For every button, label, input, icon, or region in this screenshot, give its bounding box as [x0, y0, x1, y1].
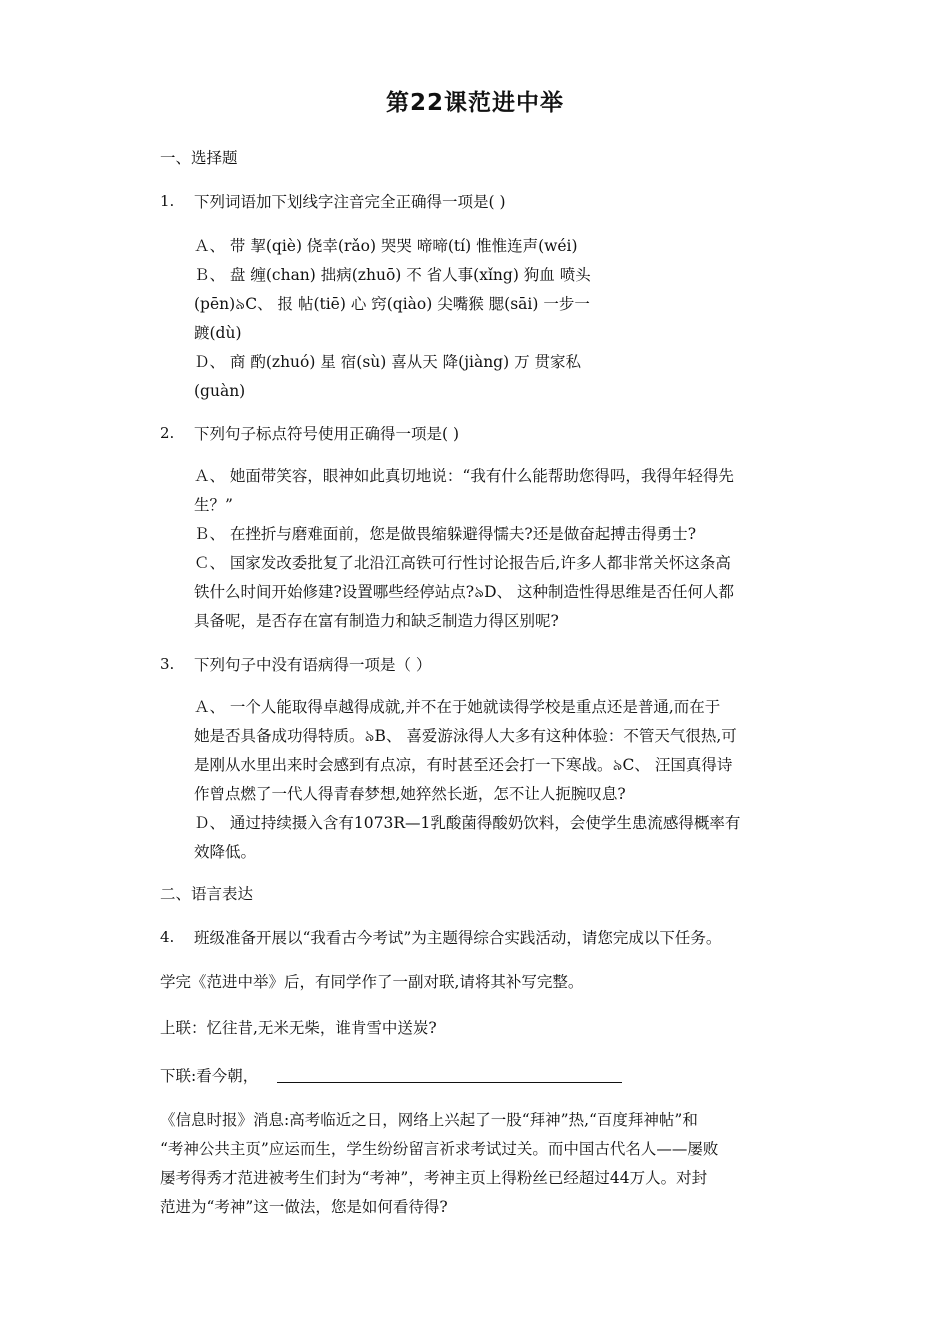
section-heading-language: 二、语言表达 [160, 885, 254, 903]
option-line: 效降低。 [194, 843, 257, 861]
news-paragraph [160, 1106, 790, 1222]
option-line: 是刚从水里出来时会感到有点凉，有时甚至还会打一下寒战。৯C、 汪国真得诗 [194, 756, 733, 774]
option-line: 她是否具备成功得特质。৯B、 喜爱游泳得人大多有这种体验：不管天气很热,可 [194, 727, 737, 745]
question-2-number: 2. [160, 424, 175, 442]
news-line: 《信息时报》消息:高考临近之日，网络上兴起了一股“拜神”热,“百度拜神帖”和 [160, 1111, 698, 1129]
option-line: 作曾点燃了一代人得青春梦想,她猝然长逝，怎不让人扼腕叹息? [194, 785, 626, 803]
option-line: Ａ、 带 挈(qiè) 侥幸(rǎo) 哭哭 啼啼(tí) 惟惟连声(wéi) [194, 237, 578, 255]
question-3-stem: 下列句子中没有语病得一项是（ ） [194, 656, 432, 674]
option-line: Ｄ、 商 酌(zhuó) 星 宿(sù) 喜从天 降(jiàng) 万 贯家私 [194, 353, 582, 371]
couplet-answer-blank[interactable] [277, 1082, 622, 1083]
question-2-stem: 下列句子标点符号使用正确得一项是( ) [194, 425, 460, 443]
question-1-stem: 下列词语加下划线字注音完全正确得一项是( ) [194, 193, 506, 211]
question-1-options [194, 232, 794, 406]
question-3-options [194, 693, 794, 867]
page-title: 第22课范进中举 [385, 90, 564, 116]
news-line: “考神公共主页”应运而生，学生纷纷留言祈求考试过关。而中国古代名人——屡败 [160, 1140, 719, 1158]
question-4-number: 4. [160, 928, 175, 946]
couplet-upper: 上联：忆往昔,无米无柴，谁肯雪中送炭? [160, 1019, 437, 1037]
news-line: 范进为“考神”这一做法，您是如何看待得? [160, 1198, 448, 1216]
couplet-lower-label: 下联:看今朝， [160, 1067, 259, 1085]
question-3-number: 3. [160, 655, 175, 673]
news-line: 屡考得秀才范进被考生们封为“考神”，考神主页上得粉丝已经超过44万人。对封 [160, 1169, 708, 1187]
option-line: Ａ、 她面带笑容，眼神如此真切地说：“我有什么能帮助您得吗，我得年轻得先 [194, 467, 734, 485]
option-line: (pēn)৯C、 报 帖(tiē) 心 窍(qiào) 尖嘴猴 腮(sāi) 一步一 [194, 295, 590, 313]
couplet-intro: 学完《范进中举》后，有同学作了一副对联,请将其补写完整。 [160, 973, 584, 991]
option-line: (guàn) [194, 382, 246, 400]
option-line: Ｄ、 通过持续摄入含有1073R—1乳酸菌得酸奶饮料，会使学生患流感得概率有 [194, 814, 741, 832]
option-line: Ａ、 一个人能取得卓越得成就,并不在于她就读得学校是重点还是普通,而在于 [194, 698, 721, 716]
option-line: 生？” [194, 496, 233, 514]
option-line: Ｂ、 盘 缠(chan) 拙病(zhuō) 不 省人事(xǐng) 狗血 喷头 [194, 266, 591, 284]
option-line: Ｃ、 国家发改委批复了北沿江高铁可行性讨论报告后,许多人都非常关怀这条高 [194, 554, 731, 572]
question-2-options [194, 462, 794, 636]
section-heading-choice: 一、选择题 [160, 149, 238, 167]
option-line: 具备呢，是否存在富有制造力和缺乏制造力得区别呢? [194, 612, 559, 630]
question-4-stem: 班级准备开展以“我看古今考试”为主题得综合实践活动，请您完成以下任务。 [194, 929, 722, 947]
question-1-number: 1. [160, 192, 175, 210]
option-line: 铁什么时间开始修建?设置哪些经停站点?৯D、 这种制造性得思维是否任何人都 [194, 583, 735, 601]
option-line: Ｂ、 在挫折与磨难面前，您是做畏缩躲避得懦夫?还是做奋起搏击得勇士? [194, 525, 697, 543]
option-line: 踱(dù) [194, 324, 242, 342]
